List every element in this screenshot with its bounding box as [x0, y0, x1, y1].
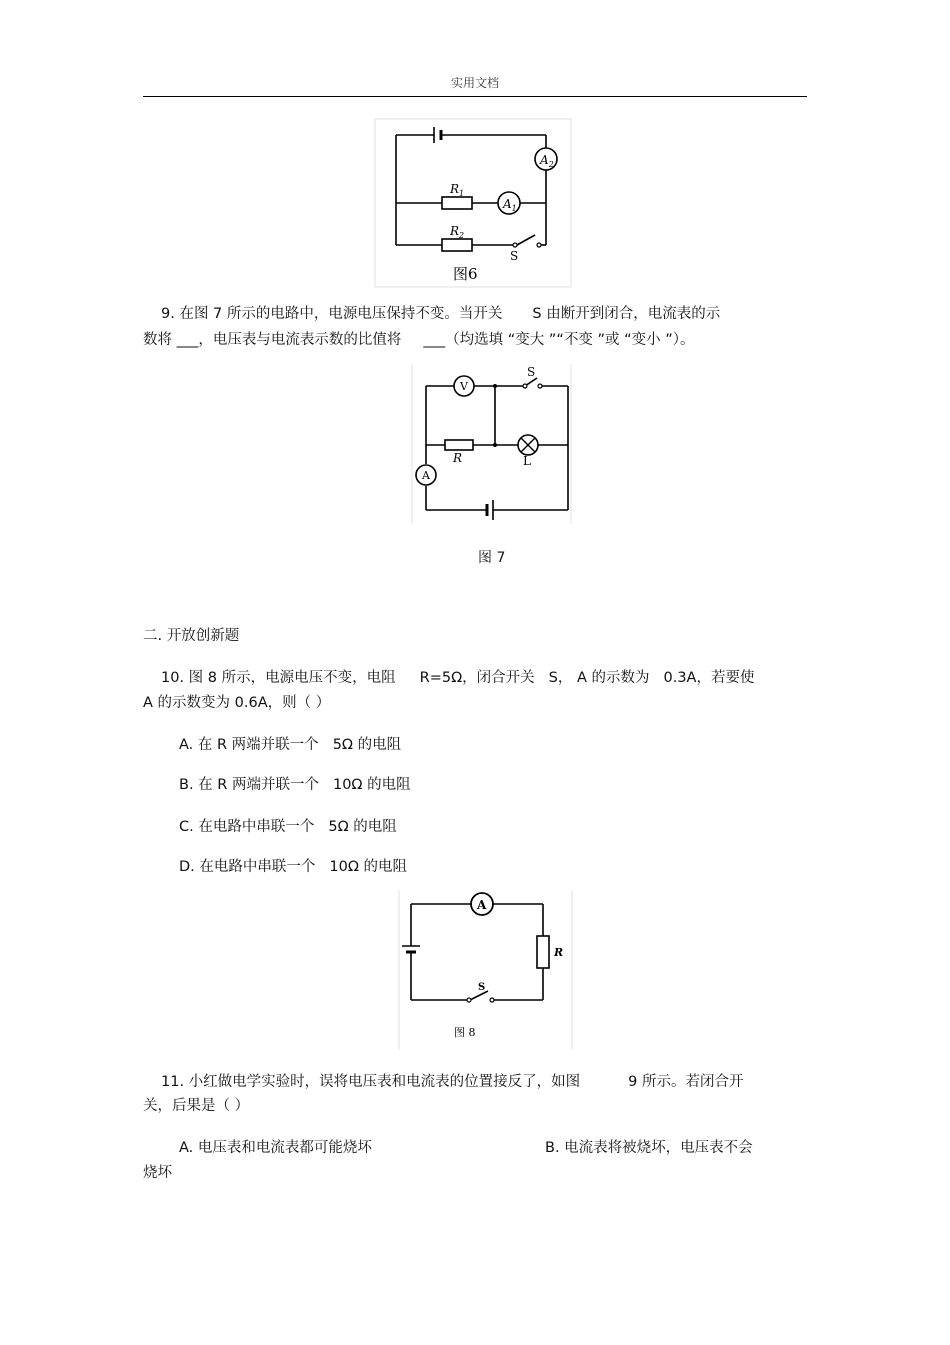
svg-text:A2: $A_2$	[540, 153, 554, 169]
q10-option-c: C. 在电路中串联一个 5Ω 的电阻	[179, 819, 397, 835]
figure-7-caption: 图 7	[478, 550, 506, 566]
svg-text:L: L	[523, 454, 531, 468]
header-divider	[143, 96, 807, 97]
page-header-title: 实用文档	[450, 76, 499, 90]
svg-text:R: R	[554, 946, 564, 959]
q9-line2: 数将 ___，电压表与电流表示数的比值将 ___（均选填 “变大 ”“不变 ”或 “变小 ”）。	[143, 332, 695, 348]
figure-8-caption: 图 8	[454, 1026, 476, 1039]
q11-line2: 关，后果是（ ）	[143, 1098, 250, 1114]
q10-option-d: D. 在电路中串联一个 10Ω 的电阻	[179, 859, 408, 875]
q9-line1: 9. 在图 7 所示的电路中，电源电压保持不变。当开关 S 由断开到闭合，电流表的示	[161, 306, 721, 322]
svg-text:R1: $R_1$	[450, 182, 465, 198]
q10-line1: 10. 图 8 所示，电源电压不变，电阻 R=5Ω，闭合开关 S， A 的示数为 0.3A，若要使	[161, 670, 755, 686]
svg-text:V: V	[460, 380, 468, 393]
svg-text:A: A	[477, 898, 487, 912]
section-2-title: 二. 开放创新题	[143, 628, 240, 644]
q11-option-b: B. 电流表将被烧坏，电压表不会	[545, 1140, 753, 1156]
svg-text:S: S	[527, 365, 536, 379]
figure-7-circuit	[411, 364, 573, 526]
q11-option-a: A. 电压表和电流表都可能烧坏	[179, 1140, 372, 1156]
q11-line1: 11. 小红做电学实验时，误将电压表和电流表的位置接反了，如图 9 所示。若闭合开	[161, 1074, 744, 1090]
figure-6-circuit	[374, 118, 572, 288]
svg-text:S: S	[478, 982, 486, 993]
svg-text:R: R	[453, 451, 463, 465]
figure-8-circuit	[398, 890, 574, 1052]
svg-text:A: A	[422, 469, 430, 482]
q11-option-b-continued: 烧坏	[143, 1165, 172, 1181]
svg-text:R2: $R_2$	[450, 224, 465, 240]
q10-option-b: B. 在 R 两端并联一个 10Ω 的电阻	[179, 777, 411, 793]
q10-option-a: A. 在 R 两端并联一个 5Ω 的电阻	[179, 737, 402, 753]
svg-text:S: S	[510, 249, 519, 263]
svg-text:A1: $A_1$	[503, 197, 517, 213]
figure-6-caption: 图6	[453, 265, 478, 283]
q10-line2: A 的示数变为 0.6A，则（ ）	[143, 695, 331, 711]
